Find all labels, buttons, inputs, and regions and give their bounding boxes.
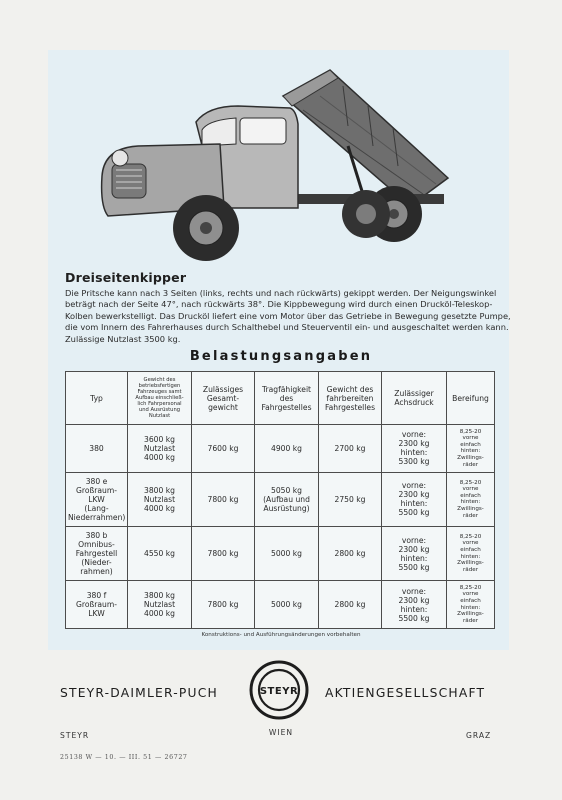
table-row bbox=[66, 526, 495, 580]
city-left: STEYR bbox=[60, 731, 90, 740]
cell-line: 4000 kg bbox=[144, 609, 175, 619]
cell-line: Zwillings- bbox=[457, 611, 484, 618]
cell-gewicht bbox=[128, 425, 192, 473]
cell-gewicht bbox=[128, 526, 192, 580]
company-name: STEYR-DAIMLER-PUCH bbox=[60, 686, 218, 700]
cell-line: Zulässiges bbox=[202, 384, 244, 394]
print-code: 25138 W — 10. — III. 51 — 26727 bbox=[60, 754, 188, 761]
cell-line: hinten: bbox=[400, 448, 428, 458]
cell-line: einfach bbox=[460, 598, 481, 604]
cell-line: Achsdruck bbox=[394, 398, 434, 407]
city-right: GRAZ bbox=[466, 731, 492, 740]
cell-line: vorne: bbox=[401, 535, 427, 545]
cell-typ bbox=[66, 526, 128, 580]
cell-line: Nutzlast bbox=[143, 443, 176, 453]
cell-line: 2700 kg bbox=[334, 443, 366, 453]
cell-line: 4000 kg bbox=[144, 452, 175, 462]
cell-line: rahmen) bbox=[80, 567, 113, 577]
cell-line: 5050 kg bbox=[271, 485, 302, 495]
cell-gesamt bbox=[192, 526, 255, 580]
cell-line: hinten: bbox=[400, 553, 428, 563]
cell-line: lich Fahrpersonal bbox=[137, 401, 182, 407]
cell-line: 8,25-20 bbox=[459, 428, 482, 435]
cell-line: Aufbau einschließ- bbox=[135, 395, 184, 401]
cell-line: Nutzlast bbox=[143, 494, 176, 504]
cell-achsdruck bbox=[382, 425, 447, 473]
cell-bereifung bbox=[447, 526, 495, 580]
cell-line: Bereifung bbox=[452, 393, 489, 403]
section-title: Dreiseitenkipper bbox=[65, 270, 187, 285]
header-gewicht bbox=[128, 372, 192, 425]
cell-line: 7600 kg bbox=[207, 443, 239, 453]
table-row bbox=[66, 581, 495, 629]
cell-line: 7800 kg bbox=[207, 494, 239, 504]
tipper-truck-illustration bbox=[98, 66, 454, 266]
cell-line: vorne bbox=[462, 591, 479, 598]
cell-line: Gesamt- bbox=[206, 393, 240, 403]
cell-line: des bbox=[279, 393, 294, 403]
description-line: die vom Innern des Fahrerhauses durch Schalthebel und Steuerventil ein- und ausgeschaltet werden kann. bbox=[65, 322, 509, 333]
cell-bereifung bbox=[447, 581, 495, 629]
header-bereifung bbox=[447, 372, 495, 425]
cell-line: 2800 kg bbox=[334, 549, 366, 559]
cell-line: Gewicht des bbox=[143, 377, 176, 383]
cell-line: räder bbox=[462, 461, 479, 468]
cell-achsdruck bbox=[382, 526, 447, 580]
cell-line: 5000 kg bbox=[271, 600, 302, 610]
cell-line: hinten: bbox=[400, 604, 428, 614]
cell-line: gewicht bbox=[208, 402, 238, 412]
cell-line: (Nieder- bbox=[81, 558, 112, 568]
header-fahrgestellgewicht bbox=[319, 372, 382, 425]
cell-typ bbox=[66, 581, 128, 629]
table-row bbox=[66, 472, 495, 526]
cell-line: vorne: bbox=[401, 430, 427, 440]
description-line: Kolben bewerkstelligt. Das Drucköl liefert eine vom Motor über das Getriebe in Bewegung gesetzte Pumpe, bbox=[65, 310, 511, 321]
cell-gewicht bbox=[128, 472, 192, 526]
cell-achsdruck bbox=[382, 581, 447, 629]
steyr-logo bbox=[249, 660, 309, 720]
cell-bereifung bbox=[447, 472, 495, 526]
cell-line: vorne: bbox=[401, 481, 427, 491]
table-note: Konstruktions- und Ausführungsänderungen vorbehalten bbox=[201, 632, 361, 638]
cell-gesamt bbox=[192, 425, 255, 473]
cell-line: Zulässiger bbox=[394, 389, 434, 398]
cell-fahrgestell bbox=[319, 581, 382, 629]
cell-line: 2300 kg bbox=[398, 544, 430, 554]
cell-line: Niederrahmen) bbox=[68, 512, 126, 522]
cell-line: 4900 kg bbox=[271, 443, 302, 453]
cell-line: fahrbereiten bbox=[326, 393, 374, 403]
cell-line: Typ bbox=[90, 393, 103, 403]
cell-line: 8,25-20 bbox=[459, 479, 482, 486]
cell-gewicht bbox=[128, 581, 192, 629]
cell-fahrgestell bbox=[319, 526, 382, 580]
cell-line: LKW bbox=[88, 609, 105, 619]
cell-line: räder bbox=[462, 617, 479, 624]
cell-line: Zwillings- bbox=[457, 505, 484, 512]
header-achsdruck bbox=[382, 372, 447, 425]
description-line: Zulässige Nutzlast 3500 kg. bbox=[65, 333, 181, 344]
cell-line: (Lang- bbox=[84, 503, 109, 513]
cell-line: hinten: bbox=[460, 553, 481, 560]
description-line: Die Pritsche kann nach 3 Seiten (links, rechts und nach rückwärts) gekippt werden. Der Neigungswinkel bbox=[65, 288, 497, 298]
cell-line: einfach bbox=[460, 492, 481, 499]
cell-line: 2800 kg bbox=[334, 600, 366, 610]
cell-line: (Aufbau und bbox=[263, 494, 310, 504]
cell-line: Zwillings- bbox=[457, 560, 484, 567]
cell-line: 380 e bbox=[85, 476, 108, 486]
header-tragfaehigkeit bbox=[255, 372, 319, 425]
cell-line: vorne bbox=[462, 486, 479, 493]
cell-trag bbox=[255, 472, 319, 526]
table-row bbox=[66, 425, 495, 473]
cell-line: vorne bbox=[462, 435, 479, 442]
cell-line: 5000 kg bbox=[271, 549, 302, 559]
cell-gesamt bbox=[192, 472, 255, 526]
cell-typ bbox=[66, 472, 128, 526]
cell-line: 3800 kg bbox=[144, 591, 175, 601]
cell-line: vorne bbox=[462, 540, 479, 547]
table-header-row bbox=[66, 372, 495, 425]
cell-line: 7800 kg bbox=[207, 549, 239, 559]
cell-line: hinten: bbox=[460, 499, 481, 506]
svg-text:STEYR: STEYR bbox=[259, 686, 299, 697]
cell-trag bbox=[255, 581, 319, 629]
cell-line: 380 bbox=[89, 443, 104, 453]
load-spec-table bbox=[65, 371, 495, 629]
cell-gesamt bbox=[192, 581, 255, 629]
cell-line: 2300 kg bbox=[398, 595, 430, 605]
cell-line: 4550 kg bbox=[144, 549, 175, 559]
cell-line: LKW bbox=[88, 494, 105, 504]
cell-line: 8,25-20 bbox=[459, 533, 482, 540]
cell-typ bbox=[66, 425, 128, 473]
cell-achsdruck bbox=[382, 472, 447, 526]
cell-trag bbox=[255, 526, 319, 580]
cell-line: Großraum- bbox=[76, 600, 117, 610]
cell-line: hinten: bbox=[460, 448, 481, 455]
cell-line: 2750 kg bbox=[334, 494, 366, 504]
cell-line: 5500 kg bbox=[398, 562, 430, 572]
cell-line: 8,25-20 bbox=[459, 584, 482, 591]
cell-line: 3600 kg bbox=[144, 434, 175, 444]
cell-line: Fahrgestelles bbox=[324, 402, 376, 412]
cell-line: 380 b bbox=[85, 531, 108, 541]
header-gesamtgewicht bbox=[192, 372, 255, 425]
cell-bereifung bbox=[447, 425, 495, 473]
table-heading: Belastungsangaben bbox=[189, 349, 373, 364]
cell-line: 7800 kg bbox=[207, 600, 239, 610]
cell-line: Fahrzeuges samt bbox=[137, 389, 182, 395]
cell-line: betriebsfertigen bbox=[138, 383, 181, 389]
cell-line: einfach bbox=[460, 441, 481, 448]
cell-line: hinten: bbox=[460, 604, 481, 611]
cell-line: 380 f bbox=[86, 591, 107, 601]
cell-line: Tragfähigkeit bbox=[261, 384, 312, 394]
cell-line: und Ausrüstung bbox=[138, 407, 181, 413]
cell-line: Nutzlast bbox=[143, 600, 176, 610]
cell-line: Fahrgestell bbox=[75, 549, 118, 559]
cell-line: Omnibus- bbox=[78, 540, 115, 550]
description bbox=[65, 288, 511, 345]
cell-line: 5300 kg bbox=[398, 457, 430, 467]
cell-line: Ausrüstung) bbox=[263, 503, 310, 513]
cell-line: einfach bbox=[460, 546, 481, 553]
cell-line: hinten: bbox=[400, 499, 428, 509]
cell-line: 3800 kg bbox=[144, 485, 175, 495]
cell-trag bbox=[255, 425, 319, 473]
cell-line: 5500 kg bbox=[398, 508, 430, 518]
cell-line: 2300 kg bbox=[398, 490, 430, 500]
city-center: WIEN bbox=[268, 728, 294, 737]
cell-line: 5500 kg bbox=[398, 613, 430, 623]
cell-line: 2300 kg bbox=[398, 439, 430, 449]
cell-line: 4000 kg bbox=[144, 503, 175, 513]
cell-line: Zwillings- bbox=[457, 454, 484, 461]
cell-line: Gewicht des bbox=[326, 384, 374, 394]
company-type: AKTIENGESELLSCHAFT bbox=[325, 686, 486, 700]
cell-fahrgestell bbox=[319, 425, 382, 473]
description-line: beträgt nach der Seite 47°, nach rückwärts 38°. Die Kippbewegung wird durch einen Drucköl-Teleskop- bbox=[65, 299, 493, 310]
header-typ bbox=[66, 372, 128, 425]
cell-line: Fahrgestelles bbox=[261, 402, 312, 412]
cell-line: räder bbox=[462, 512, 479, 519]
cell-line: vorne: bbox=[401, 586, 427, 596]
cell-fahrgestell bbox=[319, 472, 382, 526]
cell-line: räder bbox=[462, 566, 479, 573]
cell-line: Nutzlast bbox=[148, 413, 171, 419]
cell-line: Großraum- bbox=[76, 485, 117, 495]
